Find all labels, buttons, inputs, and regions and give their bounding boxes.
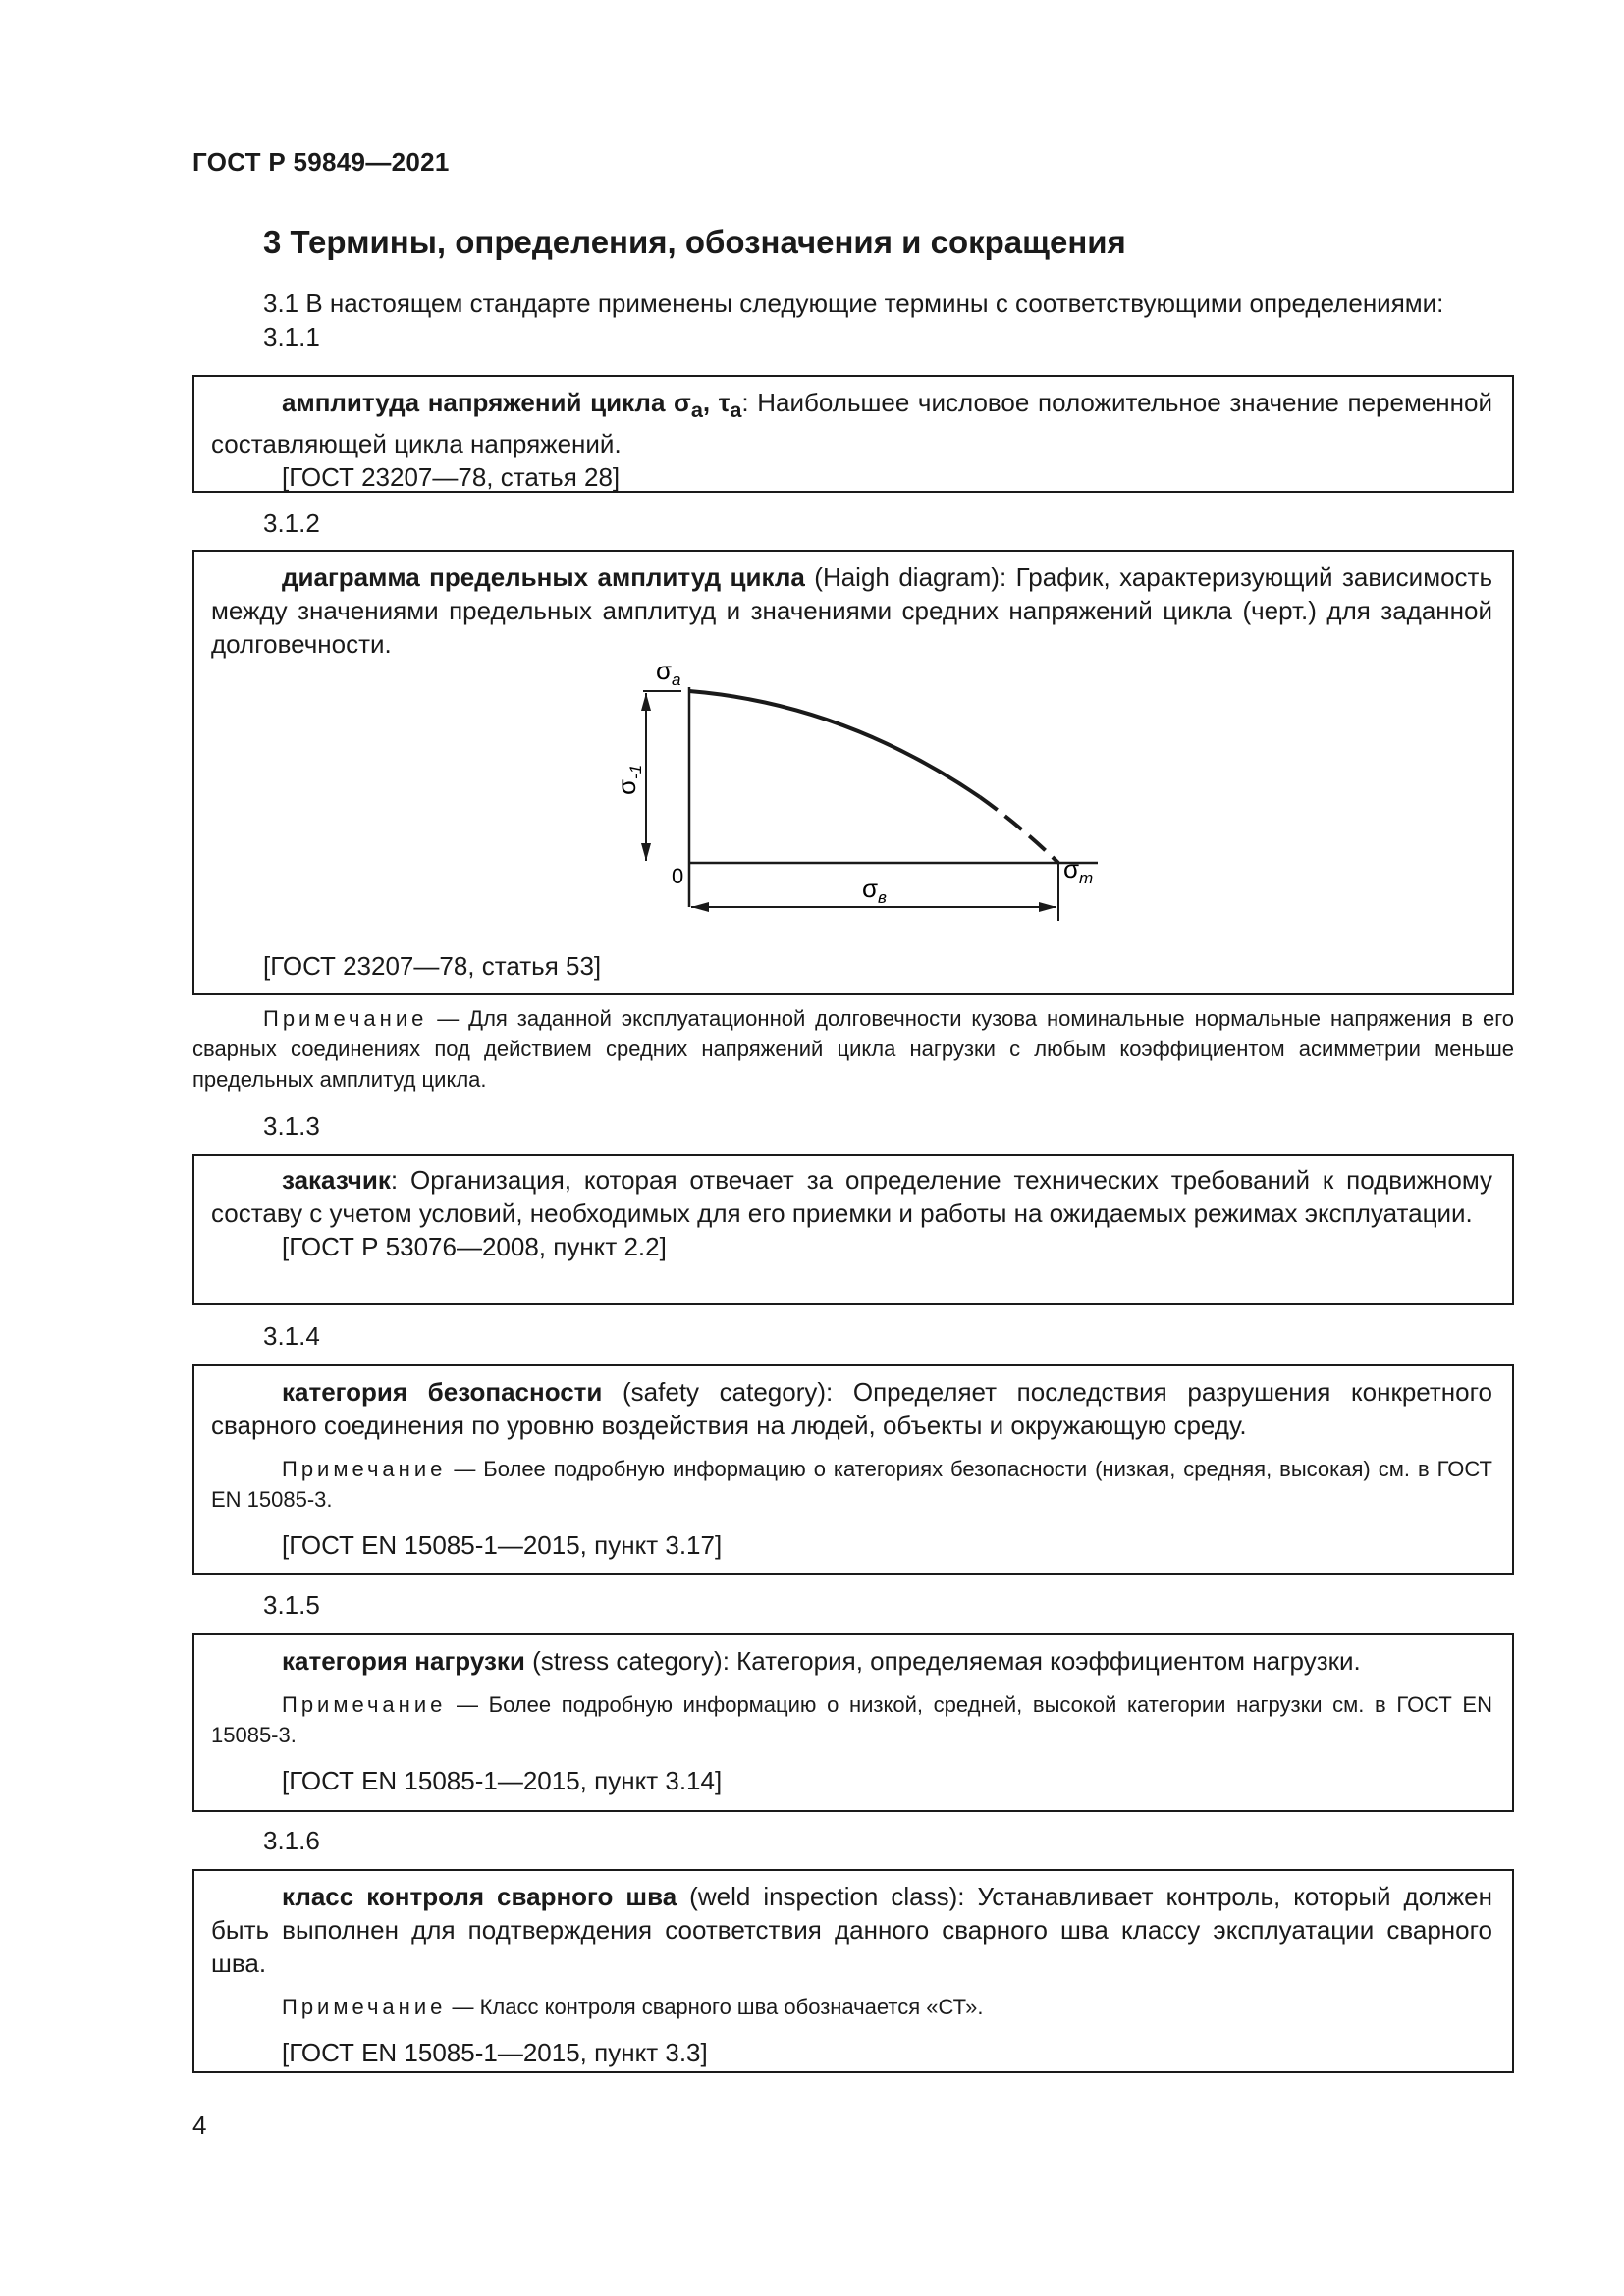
origin-label: 0 (672, 864, 684, 888)
section-intro (263, 287, 1443, 353)
term-source: [ГОСТ 23207—78, статья 28] (282, 462, 621, 493)
entry-number: 3.1.2 (263, 508, 320, 538)
note-3-1-2: Примечание — Для заданной эксплуатационной долговечности кузова номинальные нормальные напряжения в его сварных соединениях под действием средних напряжений цикла нагрузки с любым коэффициентом асимметрии меньше предельных амплитуд цикла. (192, 1006, 1514, 1092)
dim-v-label: $\sigma_{-1}$ (612, 764, 645, 795)
term-box-3-1-6 (192, 1869, 1514, 2073)
term-note: Примечание — Класс контроля сварного шва обозначается «СТ». (282, 1995, 984, 2019)
arrow-right-icon (1039, 902, 1056, 912)
haigh-diagram (589, 648, 1139, 933)
term-source: [ГОСТ Р 53076—2008, пункт 2.2] (282, 1232, 667, 1261)
term-definition: класс контроля сварного шва (weld inspection class): Устанавливает контроль, который должен быть выполнен для подтверждения соответствия данного сварного шва классу эксплуатации сварного шва. (211, 1882, 1492, 1978)
term-english: (safety category) (602, 1377, 827, 1407)
entry-number: 3.1.6 (263, 1826, 320, 1855)
term-box-3-1-5 (192, 1633, 1514, 1812)
term-note: Примечание — Более подробную информацию о категориях безопасности (низкая, средняя, высокая) см. в ГОСТ EN 15085-3. (211, 1457, 1492, 1512)
term-name: амплитуда напряжений цикла $\sigma_a$, $\tau_a$ (282, 388, 742, 423)
term-name: класс контроля сварного шва (282, 1882, 677, 1911)
entry-number: 3.1.5 (263, 1590, 320, 1620)
term-name: категория безопасности (282, 1377, 603, 1407)
term-definition: заказчик: Организация, которая отвечает за определение технических требований к подвижному составу с учетом условий, необходимых для его приемки и работы на ожидаемых режимах эксплуатации. (211, 1165, 1492, 1228)
term-box-3-1-1 (192, 375, 1514, 493)
x-axis-label: $\sigma_m$ (1063, 854, 1094, 887)
term-definition: категория безопасности (safety category): Определяет последствия разрушения конкретного сварного соединения по уровню воздействия на людей, объекты и окружающую среду. (211, 1377, 1492, 1440)
entry-number: 3.1.1 (263, 322, 320, 351)
dim-h-label: $\sigma_в$ (862, 874, 887, 907)
limit-curve (689, 691, 980, 797)
arrow-down-icon (641, 843, 651, 861)
term-english: (weld inspection class) (677, 1882, 958, 1911)
page-number: 4 (192, 2110, 207, 2140)
term-english: (stress category) (524, 1646, 723, 1676)
note-label: Примечание (263, 1006, 428, 1031)
term-definition: категория нагрузки (stress category): Категория, определяемая коэффициентом нагрузки. (282, 1646, 1361, 1676)
limit-curve-dashed (980, 797, 1058, 863)
intro-text: 3.1 В настоящем стандарте применены следующие термины с соответствующими определениями: (263, 289, 1444, 318)
y-axis-label: $\sigma_a$ (656, 656, 681, 689)
term-name: категория нагрузки (282, 1646, 525, 1676)
term-english: (Haigh diagram) (804, 562, 1000, 592)
section-title: 3 Термины, определения, обозначения и сокращения (263, 224, 1126, 260)
term-note: Примечание — Более подробную информацию о низкой, средней, высокой категории нагрузки см. в ГОСТ EN 15085-3. (211, 1692, 1492, 1747)
term-source: [ГОСТ EN 15085-1—2015, пункт 3.17] (282, 1530, 723, 1560)
term-source: [ГОСТ EN 15085-1—2015, пункт 3.3] (282, 2038, 708, 2067)
term-box-3-1-3 (192, 1154, 1514, 1305)
term-definition: диаграмма предельных амплитуд цикла (Haigh diagram): График, характеризующий зависимость между значениями предельных амплитуд и значениями средних напряжений цикла (черт.) для заданной долговечности. (211, 562, 1492, 659)
term-name: диаграмма предельных амплитуд цикла (282, 562, 805, 592)
term-box-3-1-4 (192, 1364, 1514, 1575)
entry-number: 3.1.3 (263, 1111, 320, 1141)
term-source: [ГОСТ EN 15085-1—2015, пункт 3.14] (282, 1766, 723, 1795)
term-definition: амплитуда напряжений цикла $\sigma_a$, $\tau_a$: Наибольшее числовое положительное значение переменной составляющей цикла напряжений. (211, 388, 1492, 459)
term-name: заказчик (282, 1165, 391, 1195)
arrow-up-icon (641, 693, 651, 711)
standard-number: ГОСТ Р 59849—2021 (192, 147, 450, 177)
term-source: [ГОСТ 23207—78, статья 53] (263, 951, 602, 981)
entry-number: 3.1.4 (263, 1321, 320, 1351)
arrow-left-icon (691, 902, 709, 912)
